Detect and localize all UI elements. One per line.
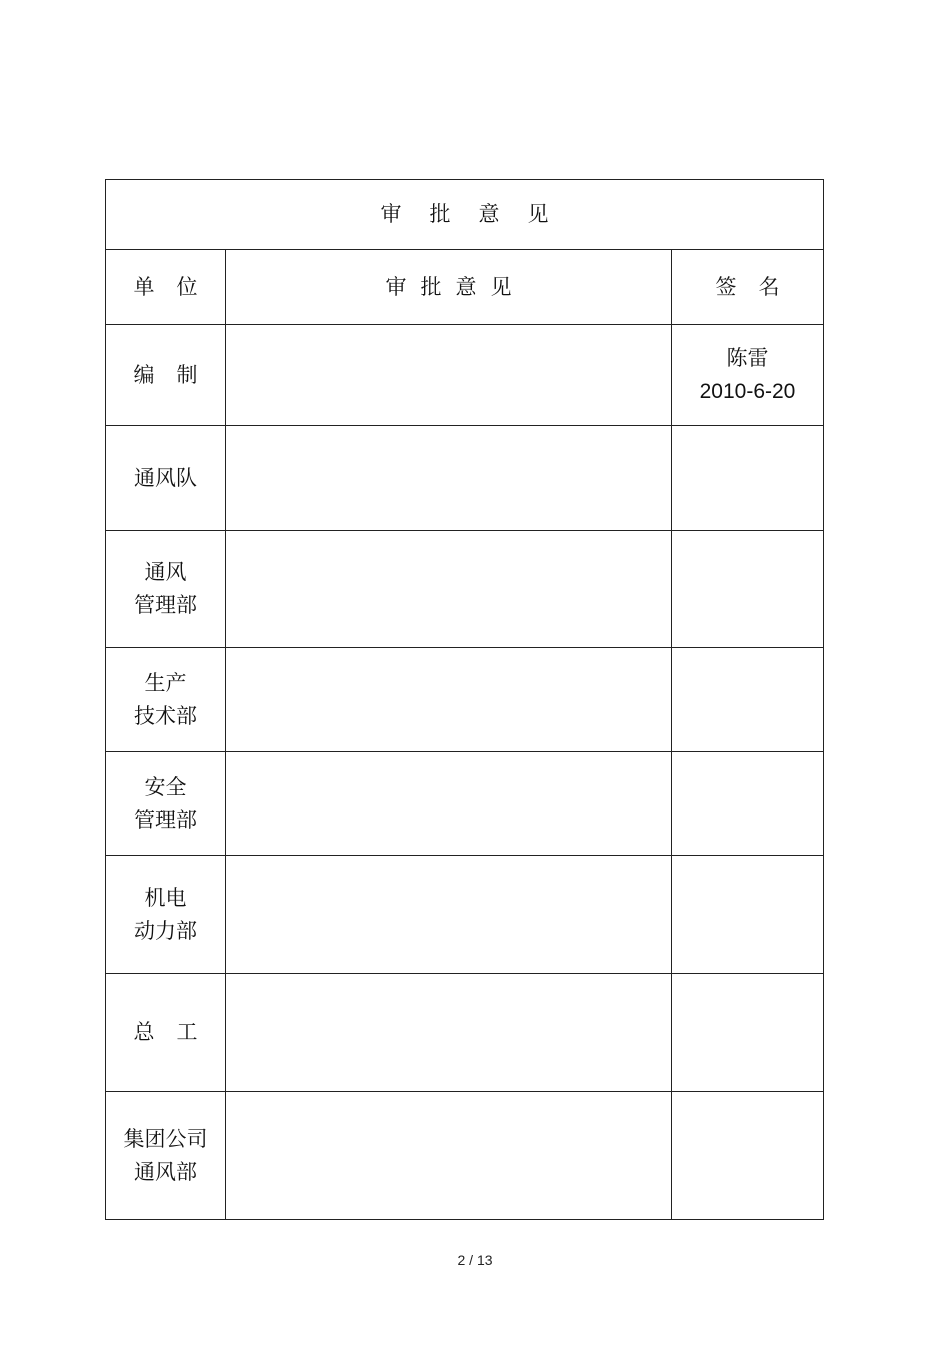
unit-cell xyxy=(106,648,226,752)
unit-name: 通风队 xyxy=(134,465,197,490)
signature-cell[interactable] xyxy=(672,752,824,856)
table-row xyxy=(106,426,824,531)
table-row xyxy=(106,1092,824,1220)
signature-cell[interactable] xyxy=(672,648,824,752)
opinion-cell[interactable] xyxy=(226,325,672,426)
unit-cell xyxy=(106,752,226,856)
unit-name-line-2: 通风部 xyxy=(134,1159,197,1184)
signature-cell[interactable] xyxy=(672,531,824,648)
unit-cell xyxy=(106,531,226,648)
page-number: 2 / 13 xyxy=(457,1252,493,1268)
unit-name-line-2: 技术部 xyxy=(134,703,197,728)
unit-name: 总工 xyxy=(133,1020,220,1044)
opinion-cell[interactable] xyxy=(226,648,672,752)
opinion-cell[interactable] xyxy=(226,856,672,974)
header-unit: 单位 xyxy=(106,250,226,325)
unit-name-line-1: 通风 xyxy=(144,560,187,584)
signature-cell[interactable] xyxy=(672,974,824,1092)
unit-name-line-1: 生产 xyxy=(144,670,187,695)
opinion-cell[interactable] xyxy=(226,974,672,1092)
signature-cell[interactable] xyxy=(672,1092,824,1220)
unit-cell xyxy=(106,856,226,974)
unit-name-line-2: 管理部 xyxy=(134,593,197,617)
unit-name-line-1: 集团公司 xyxy=(123,1126,208,1151)
sign-date: 2010-6-20 xyxy=(699,380,796,403)
signature-cell[interactable] xyxy=(672,325,824,426)
unit-cell xyxy=(106,974,226,1092)
unit-name-line-2: 动力部 xyxy=(134,918,197,943)
opinion-cell[interactable] xyxy=(226,531,672,648)
table-row xyxy=(106,974,824,1092)
unit-name-line-1: 机电 xyxy=(144,885,187,910)
table-row xyxy=(106,531,824,648)
header-signature: 签名 xyxy=(672,250,824,325)
opinion-cell[interactable] xyxy=(226,1092,672,1220)
unit-cell xyxy=(106,426,226,531)
table-title: 审批意见 xyxy=(106,180,824,250)
table-row xyxy=(106,325,824,426)
signature-cell[interactable] xyxy=(672,856,824,974)
signature-cell[interactable] xyxy=(672,426,824,531)
unit-name-line-2: 管理部 xyxy=(134,807,197,832)
header-row xyxy=(106,250,824,325)
title-row xyxy=(106,180,824,250)
unit-name: 编制 xyxy=(133,362,220,387)
signer-name: 陈雷 xyxy=(726,346,769,370)
opinion-cell[interactable] xyxy=(226,752,672,856)
table-row xyxy=(106,752,824,856)
unit-cell xyxy=(106,325,226,426)
unit-name-line-1: 安全 xyxy=(144,774,187,799)
unit-cell xyxy=(106,1092,226,1220)
approval-table xyxy=(105,179,824,1220)
table-row xyxy=(106,856,824,974)
opinion-cell[interactable] xyxy=(226,426,672,531)
header-opinion: 审批意见 xyxy=(226,250,672,325)
table-row xyxy=(106,648,824,752)
